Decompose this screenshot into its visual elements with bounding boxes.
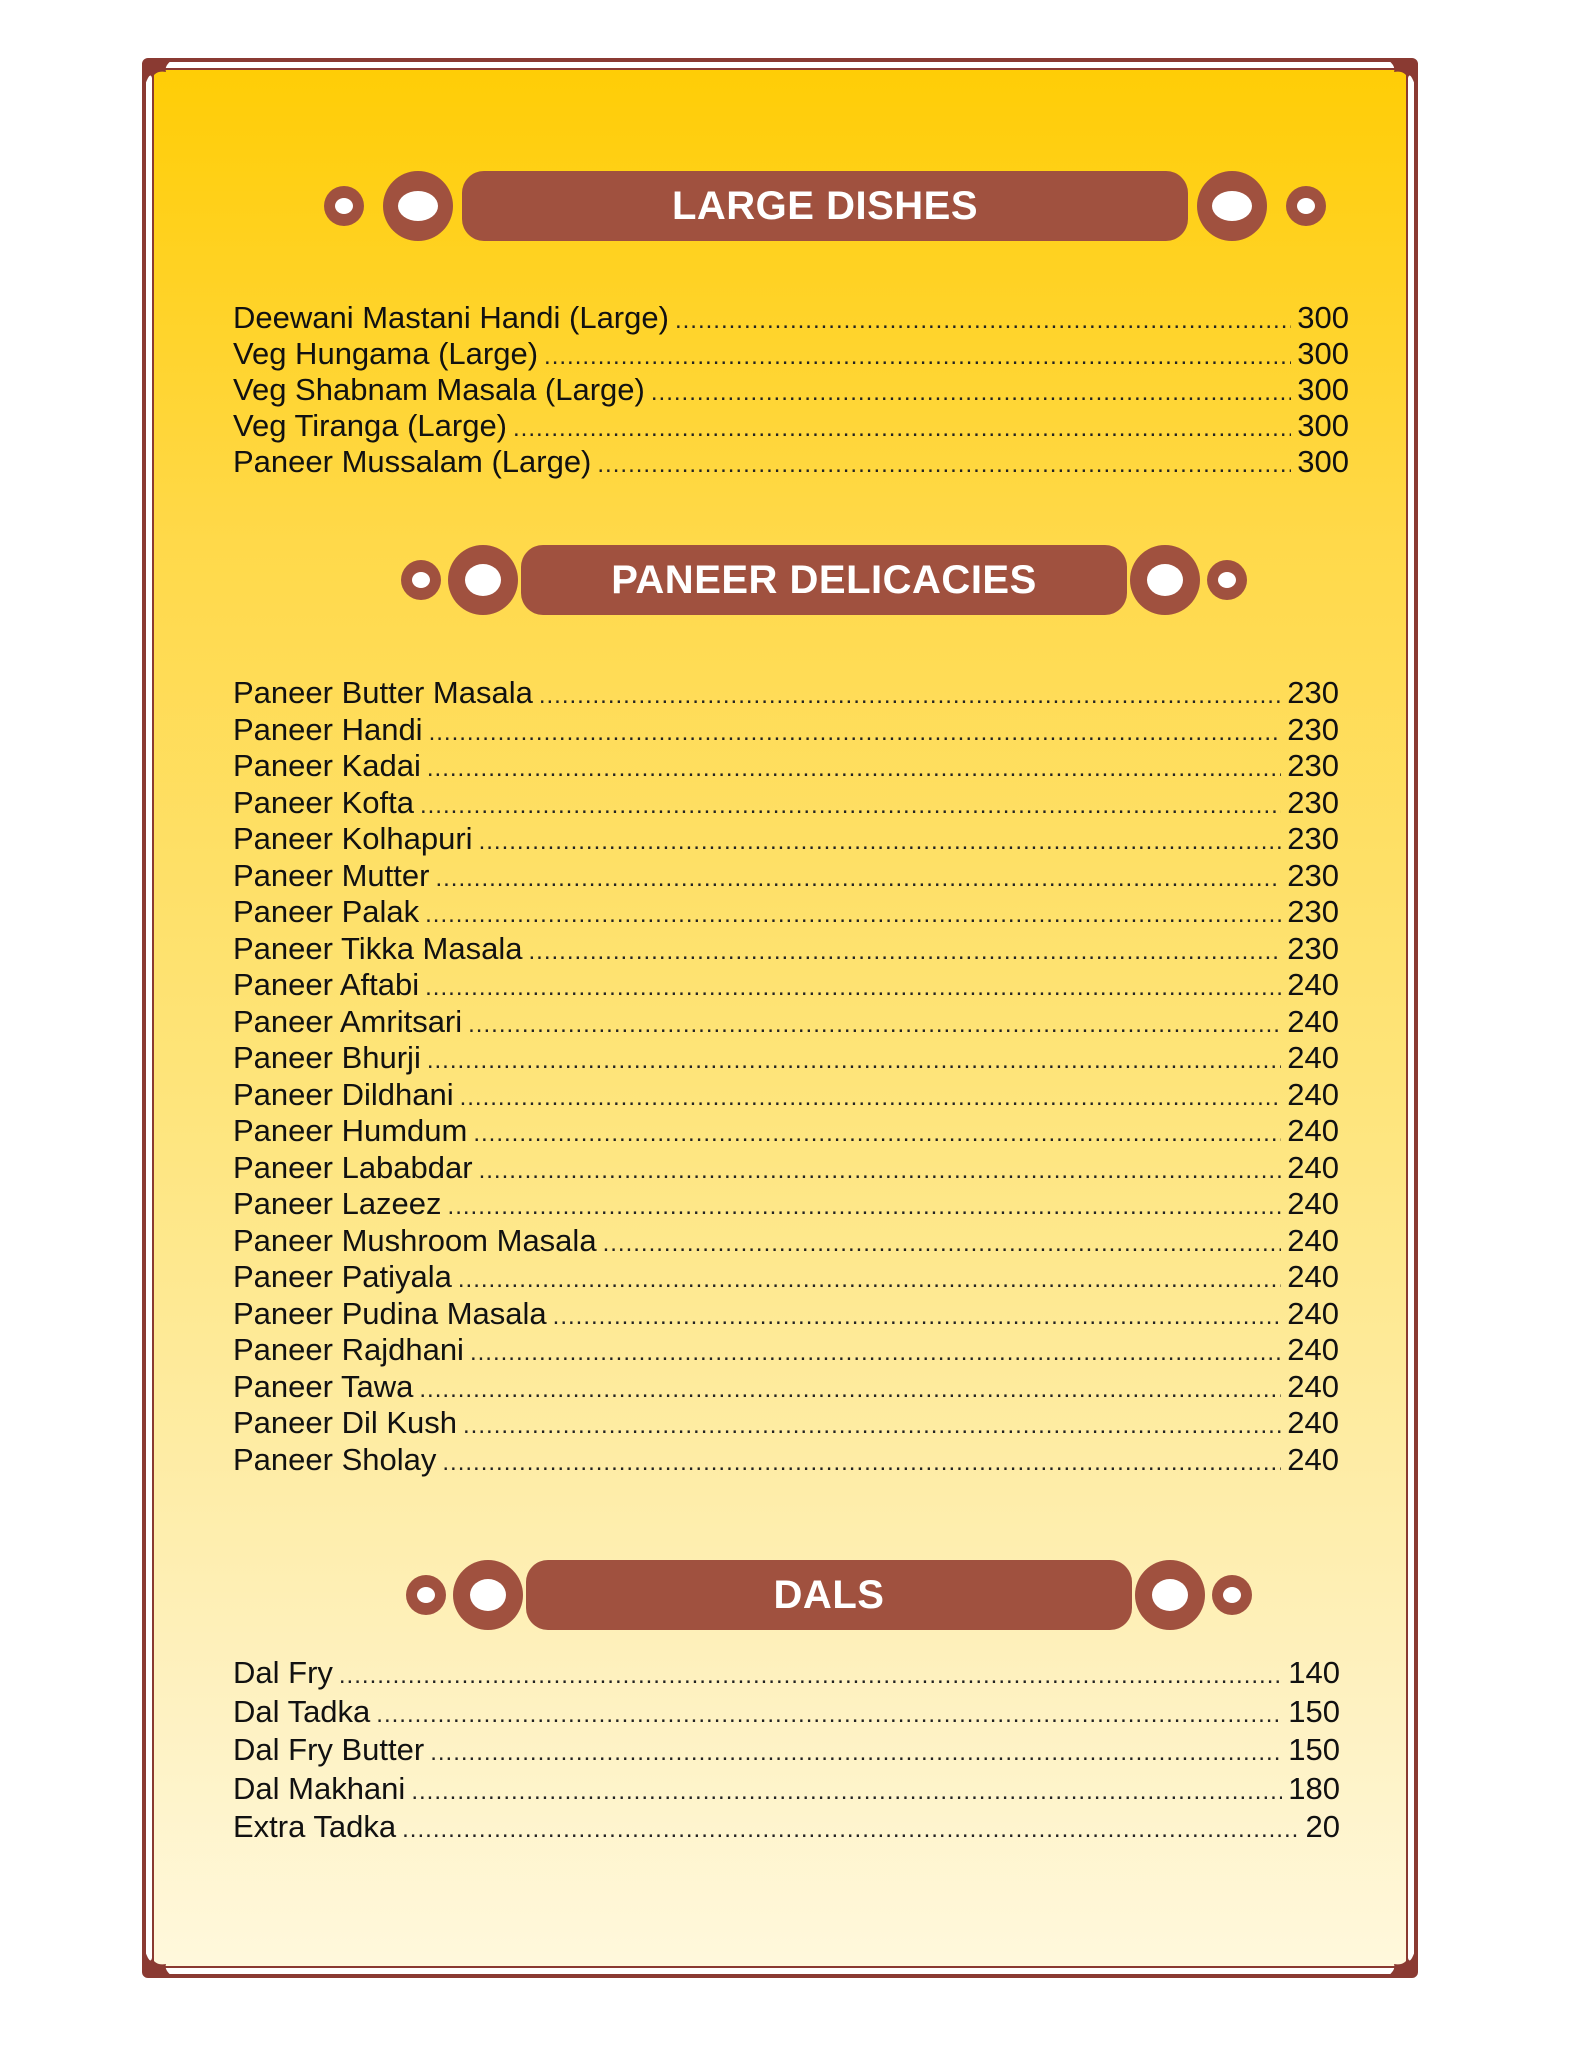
item-name: Paneer Humdum — [233, 1113, 468, 1148]
item-name: Dal Fry — [233, 1655, 333, 1690]
menu-item — [233, 1040, 1339, 1077]
item-name: Paneer Dildhani — [233, 1076, 454, 1112]
item-price: 240 — [1287, 1040, 1339, 1075]
item-name: Paneer Kofta — [233, 784, 414, 820]
item-name: Paneer Mutter — [233, 857, 430, 893]
item-name: Paneer Mushroom Masala — [233, 1222, 597, 1258]
dot-leader — [473, 1120, 1281, 1148]
item-price: 240 — [1287, 1076, 1339, 1112]
item-price: 150 — [1288, 1693, 1340, 1729]
menu-item — [233, 1771, 1340, 1810]
dot-leader — [458, 1266, 1281, 1294]
dot-leader — [470, 1339, 1281, 1367]
item-price: 240 — [1287, 1222, 1339, 1258]
dot-leader — [539, 682, 1281, 710]
dot-leader — [675, 307, 1291, 335]
item-name: Paneer Dil Kush — [233, 1405, 458, 1440]
item-name: Veg Tiranga (Large) — [233, 408, 508, 443]
item-name: Deewani Mastani Handi (Large) — [233, 300, 669, 335]
dot-leader — [430, 1739, 1282, 1767]
menu-item — [233, 858, 1339, 895]
menu-item — [233, 894, 1339, 931]
dot-leader — [435, 865, 1281, 893]
item-price: 300 — [1297, 444, 1349, 479]
menu-item — [233, 931, 1339, 968]
menu-item — [233, 967, 1339, 1004]
section-title: LARGE DISHES — [671, 184, 979, 228]
menu-item — [233, 1694, 1340, 1733]
item-price: 300 — [1297, 336, 1349, 371]
item-price: 150 — [1288, 1732, 1340, 1767]
corner-ornament-icon — [1370, 58, 1418, 106]
menu-item — [233, 1442, 1339, 1479]
section-title: PANEER DELICACIES — [611, 558, 1037, 602]
item-name: Paneer Handi — [233, 711, 423, 747]
menu-item — [233, 785, 1339, 822]
item-name: Paneer Bhurji — [233, 1040, 421, 1075]
item-name: Paneer Sholay — [233, 1441, 437, 1477]
item-name: Dal Fry Butter — [233, 1732, 425, 1767]
item-name: Paneer Lazeez — [233, 1186, 442, 1221]
dot-leader — [427, 755, 1281, 783]
dot-leader — [468, 1011, 1281, 1039]
item-price: 230 — [1287, 930, 1339, 966]
menu-item — [233, 821, 1339, 858]
menu-item — [233, 1259, 1339, 1296]
item-price: 240 — [1287, 1441, 1339, 1477]
dot-leader — [339, 1662, 1282, 1690]
menu-item — [233, 712, 1339, 749]
menu-item — [233, 675, 1339, 712]
item-name: Extra Tadka — [233, 1809, 397, 1844]
dot-leader — [425, 974, 1281, 1002]
dot-leader — [463, 1412, 1281, 1440]
dot-leader — [597, 451, 1291, 479]
menu-item — [233, 444, 1349, 480]
dot-leader — [425, 901, 1281, 929]
item-price: 240 — [1287, 1332, 1339, 1367]
item-price: 240 — [1287, 1186, 1339, 1221]
dot-leader — [479, 1157, 1282, 1185]
item-name: Paneer Palak — [233, 894, 420, 929]
menu-item — [233, 300, 1349, 336]
item-price: 240 — [1287, 1405, 1339, 1440]
menu-item — [233, 1369, 1339, 1406]
item-name: Paneer Butter Masala — [233, 675, 533, 710]
menu-item — [233, 1655, 1340, 1694]
dot-leader — [411, 1778, 1282, 1806]
item-price: 20 — [1305, 1809, 1340, 1844]
item-price: 240 — [1287, 1149, 1339, 1185]
item-price: 240 — [1287, 1259, 1339, 1294]
item-name: Paneer Mussalam (Large) — [233, 444, 592, 479]
item-name: Paneer Aftabi — [233, 967, 420, 1002]
menu-item — [233, 1150, 1339, 1187]
corner-ornament-icon — [142, 58, 190, 106]
menu-item — [233, 336, 1349, 372]
dot-leader — [528, 938, 1281, 966]
dot-leader — [420, 792, 1281, 820]
menu-item — [233, 1732, 1340, 1771]
item-price: 300 — [1297, 408, 1349, 443]
menu-item — [233, 408, 1349, 444]
menu-item — [233, 1004, 1339, 1041]
dot-leader — [402, 1816, 1299, 1844]
item-price: 300 — [1297, 372, 1349, 407]
dot-leader — [460, 1084, 1282, 1112]
section-banner-large-dishes — [322, 171, 1328, 241]
dot-leader — [513, 415, 1291, 443]
dot-leader — [442, 1449, 1281, 1477]
item-price: 240 — [1287, 1113, 1339, 1148]
item-price: 300 — [1297, 300, 1349, 335]
item-price: 230 — [1287, 821, 1339, 856]
item-name: Paneer Rajdhani — [233, 1332, 464, 1367]
section-banner-paneer-delicacies — [399, 545, 1249, 615]
item-name: Veg Hungama (Large) — [233, 336, 539, 371]
menu-item — [233, 1296, 1339, 1333]
item-price: 240 — [1287, 967, 1339, 1002]
menu-list-large-dishes — [233, 300, 1349, 480]
item-price: 230 — [1287, 784, 1339, 820]
item-price: 140 — [1288, 1655, 1340, 1690]
dot-leader — [479, 828, 1282, 856]
item-name: Paneer Kolhapuri — [233, 821, 473, 856]
item-price: 230 — [1287, 711, 1339, 747]
dot-leader — [603, 1230, 1282, 1258]
menu-item — [233, 1186, 1339, 1223]
item-name: Veg Shabnam Masala (Large) — [233, 372, 645, 407]
item-price: 240 — [1287, 1295, 1339, 1331]
menu-item — [233, 372, 1349, 408]
dot-leader — [376, 1701, 1282, 1729]
section-banner-dals — [404, 1560, 1254, 1630]
dot-leader — [553, 1303, 1282, 1331]
item-price: 180 — [1288, 1770, 1340, 1806]
item-price: 240 — [1287, 1003, 1339, 1039]
dot-leader — [651, 379, 1291, 407]
menu-list-paneer-delicacies — [233, 675, 1339, 1478]
item-price: 230 — [1287, 857, 1339, 893]
dot-leader — [429, 719, 1282, 747]
item-price: 230 — [1287, 748, 1339, 783]
dot-leader — [427, 1047, 1281, 1075]
dot-leader — [448, 1193, 1282, 1221]
menu-item — [233, 1405, 1339, 1442]
item-name: Paneer Lababdar — [233, 1149, 473, 1185]
item-name: Paneer Patiyala — [233, 1259, 452, 1294]
dot-leader — [419, 1376, 1281, 1404]
menu-item — [233, 1113, 1339, 1150]
dot-leader — [544, 343, 1291, 371]
menu-item — [233, 748, 1339, 785]
corner-ornament-icon — [1370, 1930, 1418, 1978]
item-price: 230 — [1287, 675, 1339, 710]
menu-item — [233, 1332, 1339, 1369]
item-name: Dal Makhani — [233, 1770, 406, 1806]
item-name: Paneer Pudina Masala — [233, 1295, 547, 1331]
section-title: DALS — [773, 1573, 885, 1617]
item-price: 240 — [1287, 1368, 1339, 1404]
item-price: 230 — [1287, 894, 1339, 929]
item-name: Paneer Tikka Masala — [233, 930, 523, 966]
menu-item — [233, 1223, 1339, 1260]
menu-list-dals — [233, 1655, 1340, 1848]
menu-item — [233, 1077, 1339, 1114]
menu-item — [233, 1809, 1340, 1848]
item-name: Dal Tadka — [233, 1693, 371, 1729]
item-name: Paneer Amritsari — [233, 1003, 463, 1039]
item-name: Paneer Tawa — [233, 1368, 414, 1404]
corner-ornament-icon — [142, 1930, 190, 1978]
item-name: Paneer Kadai — [233, 748, 421, 783]
